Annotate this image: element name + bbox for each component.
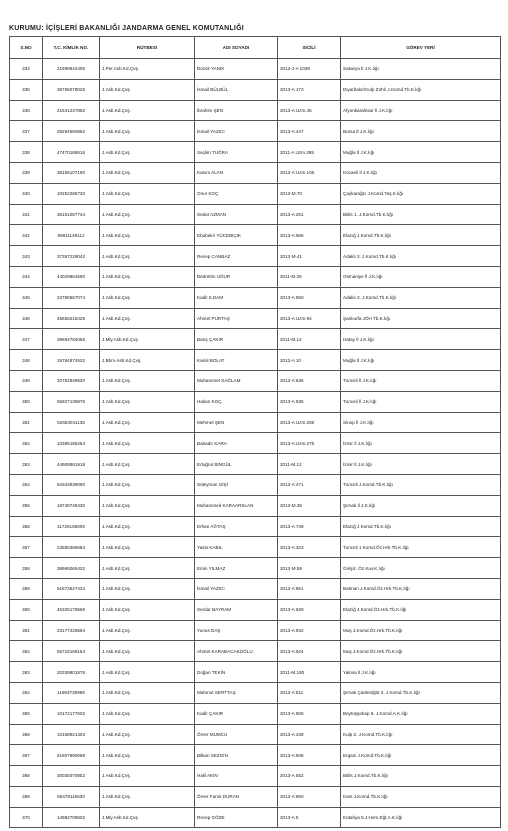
- cell-tc-no: 38155107160: [43, 162, 100, 183]
- cell-duty-station: Bitlis 1. J.Komd.Tb.K.lığı: [341, 204, 501, 225]
- table-row: [10, 745, 501, 766]
- cell-registry: 2013-A 749: [278, 516, 341, 537]
- cell-duty-station: Tunceli 1 Komd.Öz.Hrk.Tb.K.lığı: [341, 537, 501, 558]
- cell-name: Ahmet PURTAŞ: [195, 308, 278, 329]
- cell-name: Ömer MUMCU: [195, 724, 278, 745]
- cell-registry: 2011-M.180: [278, 662, 341, 683]
- cell-name: Ömer Faruk DURAN: [195, 786, 278, 807]
- cell-sno: 336: [10, 100, 43, 121]
- cell-name: Yasin KABIL: [195, 537, 278, 558]
- cell-tc-no: 39694784056: [43, 329, 100, 350]
- personnel-table: [9, 36, 501, 828]
- table-row: [10, 266, 501, 287]
- cell-rank: J.Asb.Kd.Çvş.: [100, 246, 195, 267]
- cell-rank: J.Asb.Kd.Çvş.: [100, 121, 195, 142]
- table-row: [10, 370, 501, 391]
- table-row: [10, 142, 501, 163]
- cell-rank: J.Asb.Kd.Çvş.: [100, 287, 195, 308]
- cell-sno: 364: [10, 682, 43, 703]
- cell-sno: 334: [10, 59, 43, 80]
- table-row: [10, 537, 501, 558]
- table-row: [10, 287, 501, 308]
- cell-sno: 361: [10, 620, 43, 641]
- cell-name: Yunus DAŞ: [195, 620, 278, 641]
- column-header-duty-station: GÖREV YERİ: [341, 37, 501, 59]
- cell-sno: 338: [10, 142, 43, 163]
- cell-registry: 2013-A 508: [278, 745, 341, 766]
- cell-name: Ebubekir YÜCEBIÇIK: [195, 225, 278, 246]
- cell-name: Emin YILMAZ: [195, 558, 278, 579]
- cell-tc-no: 55716168164: [43, 641, 100, 662]
- cell-registry: 2013-A 606: [278, 703, 341, 724]
- cell-duty-station: İzmir İl J.K.lığı: [341, 433, 501, 454]
- cell-registry: 2013-A 173: [278, 79, 341, 100]
- cell-duty-station: Batman J.Komd.Öz.Hrk.Tb.K.lığı: [341, 578, 501, 599]
- cell-rank: J.Asb.Kd.Çvş.: [100, 266, 195, 287]
- table-row: [10, 412, 501, 433]
- cell-tc-no: 37357229042: [43, 246, 100, 267]
- cell-tc-no: 47470168616: [43, 142, 100, 163]
- cell-registry: 2013-A 323: [278, 537, 341, 558]
- cell-tc-no: 28294550862: [43, 121, 100, 142]
- table-row: [10, 682, 501, 703]
- cell-registry: 2013-A 511: [278, 682, 341, 703]
- cell-registry: 2011-M.35: [278, 266, 341, 287]
- table-row: [10, 59, 501, 80]
- cell-tc-no: 51673527434: [43, 578, 100, 599]
- cell-tc-no: 30035070852: [43, 766, 100, 787]
- cell-rank: J.Asb.Kd.Çvş.: [100, 537, 195, 558]
- cell-tc-no: 23580386684: [43, 537, 100, 558]
- cell-registry: 2013-A 550: [278, 287, 341, 308]
- cell-name: Recep GÖZE: [195, 807, 278, 828]
- cell-tc-no: 45656218426: [43, 308, 100, 329]
- table-row: [10, 578, 501, 599]
- table-row: [10, 724, 501, 745]
- cell-tc-no: 36766078026: [43, 79, 100, 100]
- cell-duty-station: Diyarbakır/Kulp Zırhlı J.Komd.Tb.K.lığı: [341, 79, 501, 100]
- cell-sno: 347: [10, 329, 43, 350]
- cell-tc-no: 23177426664: [43, 620, 100, 641]
- cell-registry: 2013-J-A 1038: [278, 59, 341, 80]
- cell-name: Hakan KOÇ: [195, 391, 278, 412]
- cell-rank: J.Asb.Kd.Çvş.: [100, 433, 195, 454]
- cell-name: İsmail YAZICI: [195, 578, 278, 599]
- cell-sno: 367: [10, 745, 43, 766]
- table-row: [10, 225, 501, 246]
- table-row: [10, 495, 501, 516]
- cell-name: Barış ÇAKIR: [195, 329, 278, 350]
- table-row: [10, 558, 501, 579]
- table-row: [10, 308, 501, 329]
- cell-tc-no: 20762849520: [43, 370, 100, 391]
- cell-rank: J.Asb.Kd.Çvş.: [100, 620, 195, 641]
- cell-tc-no: 55927139876: [43, 391, 100, 412]
- cell-tc-no: 11693735986: [43, 682, 100, 703]
- cell-sno: 341: [10, 204, 43, 225]
- cell-registry: 2013-A 552: [278, 766, 341, 787]
- cell-sno: 358: [10, 558, 43, 579]
- column-header-tc-no: T.C. KİMLİK NO.: [43, 37, 100, 59]
- cell-registry: 2011-M.12: [278, 454, 341, 475]
- cell-rank: J.Asb.Kd.Çvş.: [100, 370, 195, 391]
- cell-duty-station: Afyonkarahisar İl J.K.lığı: [341, 100, 501, 121]
- cell-duty-station: Çaykarağzı J.Komd.Taş.K.lığı: [341, 183, 501, 204]
- table-row: [10, 79, 501, 100]
- cell-rank: J.Asb.Kd.Çvş.: [100, 703, 195, 724]
- cell-registry: 2013-A 850: [278, 786, 341, 807]
- cell-duty-station: Tunceli J.Komd.Tb.K.lığı: [341, 474, 501, 495]
- cell-rank: J.Asb.Kd.Çvş.: [100, 599, 195, 620]
- column-header-name: ADI SOYADI: [195, 37, 278, 59]
- table-row: [10, 599, 501, 620]
- table-row: [10, 786, 501, 807]
- cell-sno: 340: [10, 183, 43, 204]
- table-row: [10, 391, 501, 412]
- cell-rank: J.Asb.Kd.Çvş.: [100, 100, 195, 121]
- cell-sno: 354: [10, 474, 43, 495]
- cell-duty-station: Bursa İl J.K.lığı: [341, 121, 501, 142]
- cell-registry: 2013-M.35: [278, 495, 341, 516]
- cell-registry: 2013-M.41: [278, 246, 341, 267]
- table-row: [10, 100, 501, 121]
- table-row: [10, 329, 501, 350]
- cell-sno: 357: [10, 537, 43, 558]
- cell-duty-station: Yalova İl J.K.lığı: [341, 662, 501, 683]
- cell-registry: 2013-A 851: [278, 578, 341, 599]
- cell-rank: J.Asb.Kd.Çvş.: [100, 495, 195, 516]
- cell-tc-no: 45325176566: [43, 599, 100, 620]
- cell-registry: 2013-A 5: [278, 807, 341, 828]
- column-header-rank: RÜTBESİ: [100, 37, 195, 59]
- table-body: [10, 59, 501, 828]
- column-header-sno: S.NO: [10, 37, 43, 59]
- cell-sno: 335: [10, 79, 43, 100]
- table-row: [10, 703, 501, 724]
- cell-sno: 351: [10, 412, 43, 433]
- cell-duty-station: Beytüşşebap 6. J.Komd.A.K.lığı: [341, 703, 501, 724]
- cell-sno: 346: [10, 308, 43, 329]
- cell-rank: J.Asb.Kd.Çvş.: [100, 745, 195, 766]
- cell-rank: J.Mly.Asb.Kd.Çvş.: [100, 807, 195, 828]
- cell-name: Serdar BAYRAM: [195, 599, 278, 620]
- cell-duty-station: Kars J.Komd.Tb.K.lığı: [341, 786, 501, 807]
- cell-name: Kadir ÇAKIR: [195, 703, 278, 724]
- cell-sno: 344: [10, 266, 43, 287]
- cell-duty-station: Muğla İl J.K.lığı: [341, 142, 501, 163]
- cell-duty-station: Elazığ J.Komd.Tb.K.lığı: [341, 516, 501, 537]
- cell-registry: 2013-A 447: [278, 121, 341, 142]
- cell-rank: J.Asb.Kd.Çvş.: [100, 724, 195, 745]
- cell-name: Süleyman GİŞİ: [195, 474, 278, 495]
- table-row: [10, 474, 501, 495]
- cell-name: Erhan AĞTAŞ: [195, 516, 278, 537]
- cell-duty-station: Ergani J.Komd.Tb.K.lığı: [341, 745, 501, 766]
- table-row: [10, 807, 501, 828]
- cell-name: Bedrettin UĞUR: [195, 266, 278, 287]
- cell-duty-station: Şırnak İl J.K.lığı: [341, 495, 501, 516]
- cell-sno: 337: [10, 121, 43, 142]
- cell-duty-station: Kocaeli İl J.K.lığı: [341, 162, 501, 183]
- cell-tc-no: 10172177602: [43, 703, 100, 724]
- cell-registry: 2013-A 251: [278, 204, 341, 225]
- cell-sno: 342: [10, 225, 43, 246]
- cell-rank: J.Asb.Kd.Çvş.: [100, 578, 195, 599]
- cell-rank: J.Asb.Kd.Çvş.: [100, 183, 195, 204]
- table-row: [10, 204, 501, 225]
- cell-registry: 2013-A 471: [278, 474, 341, 495]
- cell-rank: J.Bhm.Asb.Kd.Çvş.: [100, 350, 195, 371]
- cell-registry: 2013-A Uzm.94: [278, 308, 341, 329]
- cell-registry: 2013-M.59: [278, 558, 341, 579]
- cell-duty-station: Osmaniye İl J.K.lığı: [341, 266, 501, 287]
- cell-registry: 2013-A 966: [278, 225, 341, 246]
- cell-tc-no: 10252265720: [43, 183, 100, 204]
- cell-tc-no: 10386186264: [43, 433, 100, 454]
- cell-rank: J.Asb.Kd.Çvş.: [100, 682, 195, 703]
- cell-duty-station: Adaklı 3. J.Komd.Tb.K.lığı: [341, 287, 501, 308]
- cell-tc-no: 22796667074: [43, 287, 100, 308]
- cell-rank: J.Asb.Kd.Çvş.: [100, 391, 195, 412]
- table-row: [10, 246, 501, 267]
- cell-duty-station: Kulp 2. J.Komd.Tb.K.lığı: [341, 724, 501, 745]
- cell-duty-station: Tunceli İl J.K.lığı: [341, 391, 501, 412]
- cell-registry: 2011-A Uzm.395: [278, 142, 341, 163]
- cell-name: Kamil BOLAT: [195, 350, 278, 371]
- cell-tc-no: 69911149112: [43, 225, 100, 246]
- cell-sno: 339: [10, 162, 43, 183]
- cell-registry: 2013-A 924: [278, 641, 341, 662]
- page-title: KURUMU: İÇİŞLERİ BAKANLIĞI JANDARMA GENEL KOMUTANLIĞI: [9, 25, 244, 32]
- table-row: [10, 162, 501, 183]
- cell-name: İsmail BÜLBÜL: [195, 79, 278, 100]
- cell-name: Mahmut SERTTAŞ: [195, 682, 278, 703]
- cell-name: Muhammed KARAARSLAN: [195, 495, 278, 516]
- cell-name: İbrahim ŞEN: [195, 100, 278, 121]
- cell-sno: 362: [10, 641, 43, 662]
- cell-duty-station: Girişiz. Öz.Kuv.K.lığı: [341, 558, 501, 579]
- cell-sno: 352: [10, 433, 43, 454]
- cell-name: İsmail YAZICI: [195, 121, 278, 142]
- cell-sno: 343: [10, 246, 43, 267]
- cell-sno: 349: [10, 370, 43, 391]
- cell-registry: 2013-A Uzm.275: [278, 433, 341, 454]
- cell-rank: J.Asb.Kd.Çvş.: [100, 308, 195, 329]
- cell-rank: J.Asb.Kd.Çvş.: [100, 766, 195, 787]
- cell-rank: J.Asb.Kd.Çvş.: [100, 454, 195, 475]
- cell-rank: J.Asb.Kd.Çvş.: [100, 204, 195, 225]
- cell-duty-station: Şırnak Çatıksöğüt 3. J.Komd.Tb.K.lığı: [341, 682, 501, 703]
- cell-registry: 2013-A 10: [278, 350, 341, 371]
- cell-registry: 2013-A 635: [278, 391, 341, 412]
- cell-name: Kadir ILDAM: [195, 287, 278, 308]
- cell-rank: J.Asb.Kd.Çvş.: [100, 162, 195, 183]
- cell-tc-no: 11726155606: [43, 516, 100, 537]
- cell-duty-station: Elazığ J.Komd.Öz.Hrk.Tb.K.lığı: [341, 599, 501, 620]
- cell-registry: 2013-A 629: [278, 599, 341, 620]
- table-row: [10, 662, 501, 683]
- cell-name: Recep CANBAZ: [195, 246, 278, 267]
- cell-sno: 353: [10, 454, 43, 475]
- cell-name: Seçkin TUĞRA: [195, 142, 278, 163]
- cell-rank: J.Asb.Kd.Çvş.: [100, 641, 195, 662]
- cell-duty-station: Adaklı 3. J.Komd.Tb.K.lığı: [341, 246, 501, 267]
- cell-rank: J.Mly.Asb.Kd.Çvş.: [100, 329, 195, 350]
- table-row: [10, 183, 501, 204]
- cell-rank: J.Asb.Kd.Çvş.: [100, 412, 195, 433]
- cell-tc-no: 64343939060: [43, 474, 100, 495]
- cell-registry: 2013-A 439: [278, 724, 341, 745]
- cell-duty-station: İzmir İl J.K.lığı: [341, 454, 501, 475]
- cell-duty-station: Muş J.Komd.Öz.Hrk.Tb.K.lığı: [341, 641, 501, 662]
- cell-sno: 350: [10, 391, 43, 412]
- cell-name: Sedat AZMAN: [195, 204, 278, 225]
- cell-tc-no: 56478116530: [43, 786, 100, 807]
- cell-duty-station: Hatay İl J.K.lığı: [341, 329, 501, 350]
- table-row: [10, 766, 501, 787]
- cell-tc-no: 20339801876: [43, 662, 100, 683]
- cell-name: Bilkan SEZGİN: [195, 745, 278, 766]
- cell-name: Ahmet KARABACAKOĞLU: [195, 641, 278, 662]
- cell-sno: 363: [10, 662, 43, 683]
- cell-duty-station: Sinop İl J.K.lığı: [341, 412, 501, 433]
- cell-name: Kasım ALAN: [195, 162, 278, 183]
- cell-duty-station: Şanlıurfa JÖH Tb.K.lığı: [341, 308, 501, 329]
- cell-sno: 369: [10, 786, 43, 807]
- cell-tc-no: 38986065432: [43, 558, 100, 579]
- cell-name: Bozok YANIK: [195, 59, 278, 80]
- cell-registry: 2013-A Uzm.286: [278, 412, 341, 433]
- cell-sno: 355: [10, 495, 43, 516]
- cell-name: Halil AKIN: [195, 766, 278, 787]
- cell-name: Ertuğrul BİNGÜL: [195, 454, 278, 475]
- cell-rank: J.Asb.Kd.Çvş.: [100, 474, 195, 495]
- cell-rank: J.Asb.Kd.Çvş.: [100, 786, 195, 807]
- cell-duty-station: Sakarya İl J.K.lığı: [341, 59, 501, 80]
- cell-rank: J.Asb.Kd.Çvş.: [100, 516, 195, 537]
- cell-rank: J.Asb.Kd.Çvş.: [100, 558, 195, 579]
- cell-duty-station: Muğla İl J.K.lığı: [341, 350, 501, 371]
- cell-rank: J.Asb.Kd.Çvş.: [100, 142, 195, 163]
- cell-name: Bahadır KARA: [195, 433, 278, 454]
- cell-duty-station: Bitlis J.Komd.Tb.K.lığı: [341, 766, 501, 787]
- table-row: [10, 620, 501, 641]
- cell-registry: 2013-A 932: [278, 620, 341, 641]
- cell-rank: J.Asb.Kd.Çvş.: [100, 662, 195, 683]
- cell-sno: 348: [10, 350, 43, 371]
- cell-rank: J.Per.Asb.Kd.Çvş.: [100, 59, 195, 80]
- cell-tc-no: 21541247862: [43, 100, 100, 121]
- cell-rank: J.Asb.Kd.Çvş.: [100, 79, 195, 100]
- cell-duty-station: Elazığ J.Komd.Tb.K.lığı: [341, 225, 501, 246]
- cell-sno: 365: [10, 703, 43, 724]
- cell-name: Mehmet ŞEN: [195, 412, 278, 433]
- cell-tc-no: 18749748430: [43, 495, 100, 516]
- cell-sno: 359: [10, 578, 43, 599]
- column-header-registry: SİCİLİ: [278, 37, 341, 59]
- table-header-row: [10, 37, 501, 59]
- cell-tc-no: 14982708802: [43, 807, 100, 828]
- cell-registry: 2013-A 636: [278, 370, 341, 391]
- cell-tc-no: 10168921403: [43, 724, 100, 745]
- cell-tc-no: 52663041136: [43, 412, 100, 433]
- cell-tc-no: 36161067744: [43, 204, 100, 225]
- cell-rank: J.Asb.Kd.Çvş.: [100, 225, 195, 246]
- cell-tc-no: 44029864560: [43, 266, 100, 287]
- cell-sno: 356: [10, 516, 43, 537]
- table-row: [10, 516, 501, 537]
- cell-duty-station: Tunceli İl J.K.lığı: [341, 370, 501, 391]
- cell-sno: 370: [10, 807, 43, 828]
- table-row: [10, 454, 501, 475]
- cell-sno: 345: [10, 287, 43, 308]
- cell-registry: 2013-A Uzm.106: [278, 162, 341, 183]
- cell-tc-no: 15784874532: [43, 350, 100, 371]
- table-row: [10, 641, 501, 662]
- cell-registry: 2013-A Uzm.45: [278, 100, 341, 121]
- cell-name: Onur KOÇ: [195, 183, 278, 204]
- table-row: [10, 350, 501, 371]
- cell-name: Muhammet SAĞLAM: [195, 370, 278, 391]
- cell-tc-no: 44908861918: [43, 454, 100, 475]
- cell-registry: 2011-M.12: [278, 329, 341, 350]
- cell-duty-station: Kütahya 5.J.Hom.Eğt.A.K.lığı: [341, 807, 501, 828]
- cell-sno: 360: [10, 599, 43, 620]
- table-row: [10, 121, 501, 142]
- cell-duty-station: Muş J.Komd.Öz.Hrk.Tb.K.lığı: [341, 620, 501, 641]
- cell-tc-no: 51607890088: [43, 745, 100, 766]
- table-row: [10, 433, 501, 454]
- cell-sno: 368: [10, 766, 43, 787]
- cell-sno: 366: [10, 724, 43, 745]
- cell-name: Doğan TEKİN: [195, 662, 278, 683]
- cell-registry: 2013-M.70: [278, 183, 341, 204]
- cell-tc-no: 21699842406: [43, 59, 100, 80]
